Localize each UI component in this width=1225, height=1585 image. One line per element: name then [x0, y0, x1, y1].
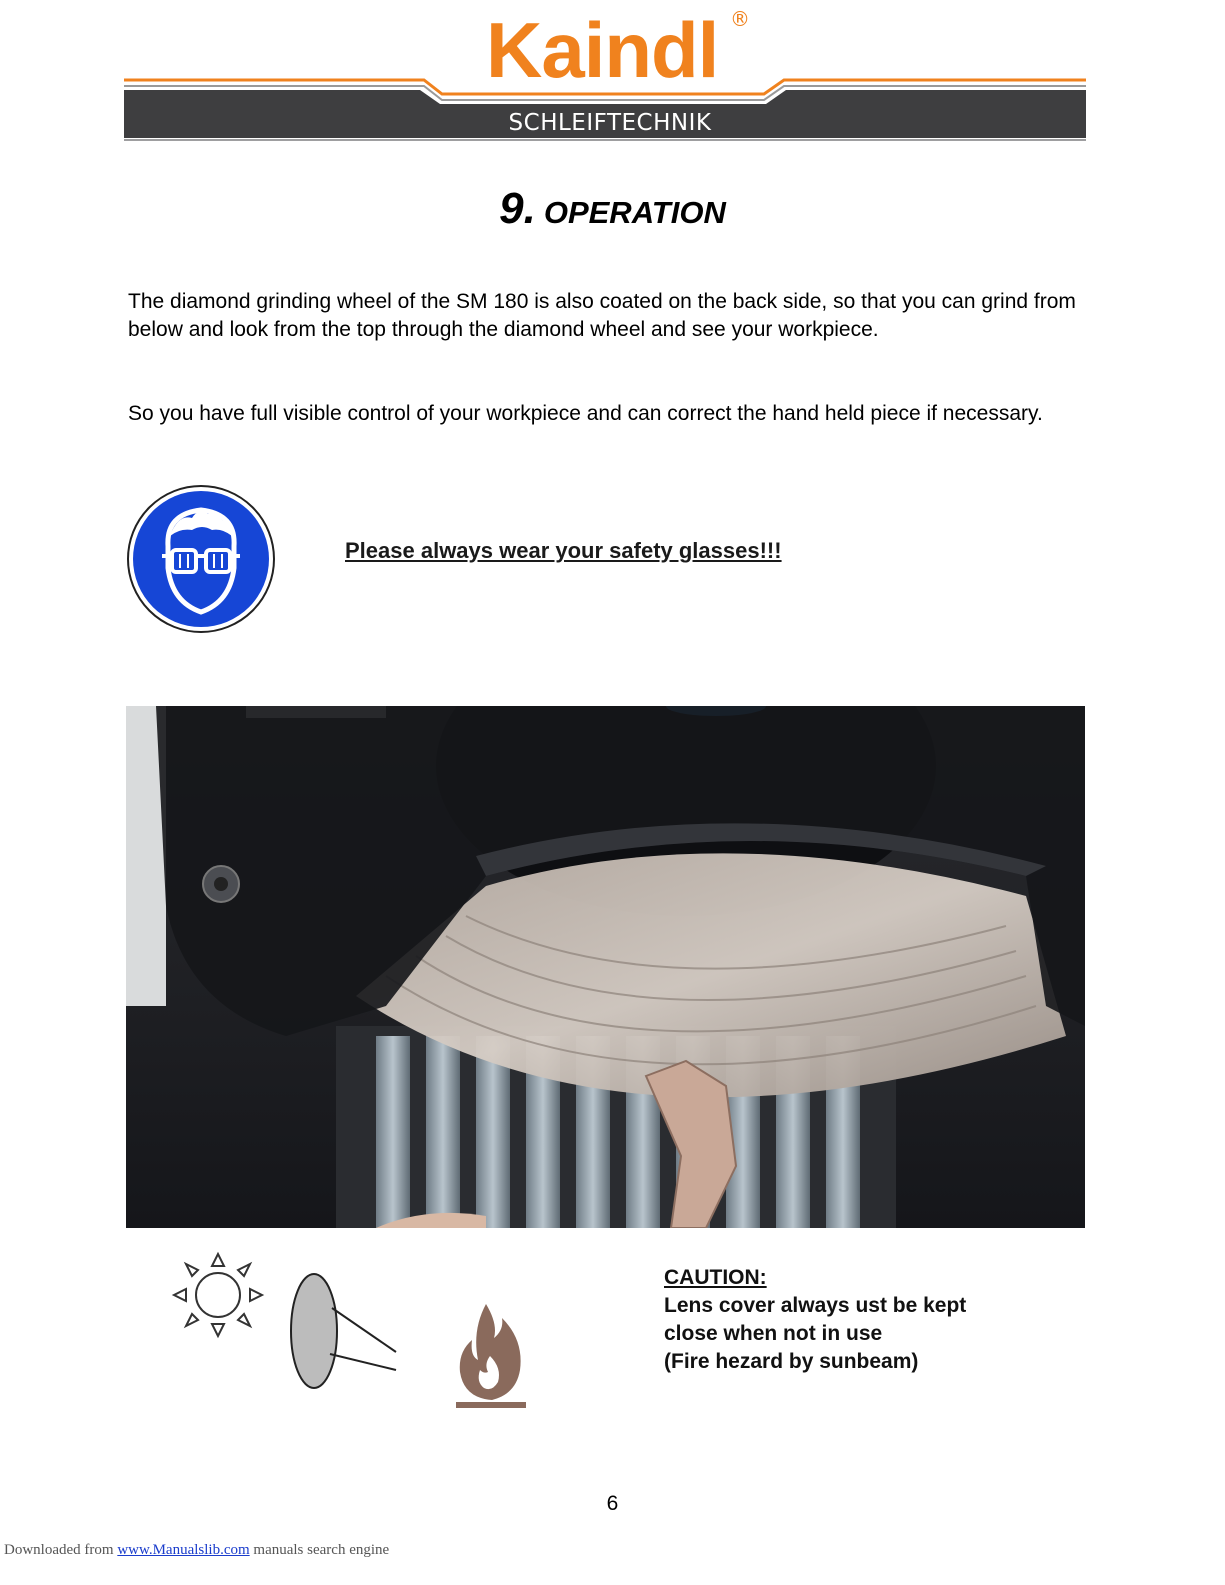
page-number: 6: [606, 1492, 619, 1515]
footer-suffix: manuals search engine: [249, 1542, 390, 1558]
sun-icon: [168, 1250, 268, 1340]
registered-mark: ®: [730, 7, 750, 31]
download-footer: [4, 1540, 389, 1560]
lens-icon: [286, 1270, 402, 1392]
paragraph-control: So you have full visible control of your workpiece and can correct the hand held piece if necessary.: [128, 402, 1043, 425]
section-title: [0, 184, 1225, 234]
section-heading: OPERATION: [543, 195, 726, 230]
caution-line: close when not in use: [664, 1322, 883, 1345]
section-number: 9.: [499, 184, 536, 233]
caution-line: (Fire hezard by sunbeam): [664, 1350, 919, 1373]
paragraph-description: The diamond grinding wheel of the SM 180 is also coated on the back side, so that you can grind from below and look from the top through the diamond wheel and see your workpiece.: [128, 290, 1076, 341]
caution-heading: CAUTION:: [664, 1266, 767, 1289]
footer-prefix: Downloaded from: [4, 1542, 118, 1558]
safety-notice: Please always wear your safety glasses!!!: [345, 538, 782, 563]
brand-subtitle: SCHLEIFTECHNIK: [508, 110, 712, 136]
caution-line: Lens cover always ust be kept: [664, 1294, 967, 1317]
safety-glasses-mandatory-icon: [126, 484, 276, 634]
caution-box: [664, 1264, 1084, 1376]
brand-logo: Kaindl: [486, 6, 719, 94]
manualslib-link[interactable]: www.Manualslib.com: [117, 1542, 250, 1558]
fire-hazard-icon: [454, 1300, 528, 1410]
grinding-wheel-photo: [126, 706, 1085, 1228]
